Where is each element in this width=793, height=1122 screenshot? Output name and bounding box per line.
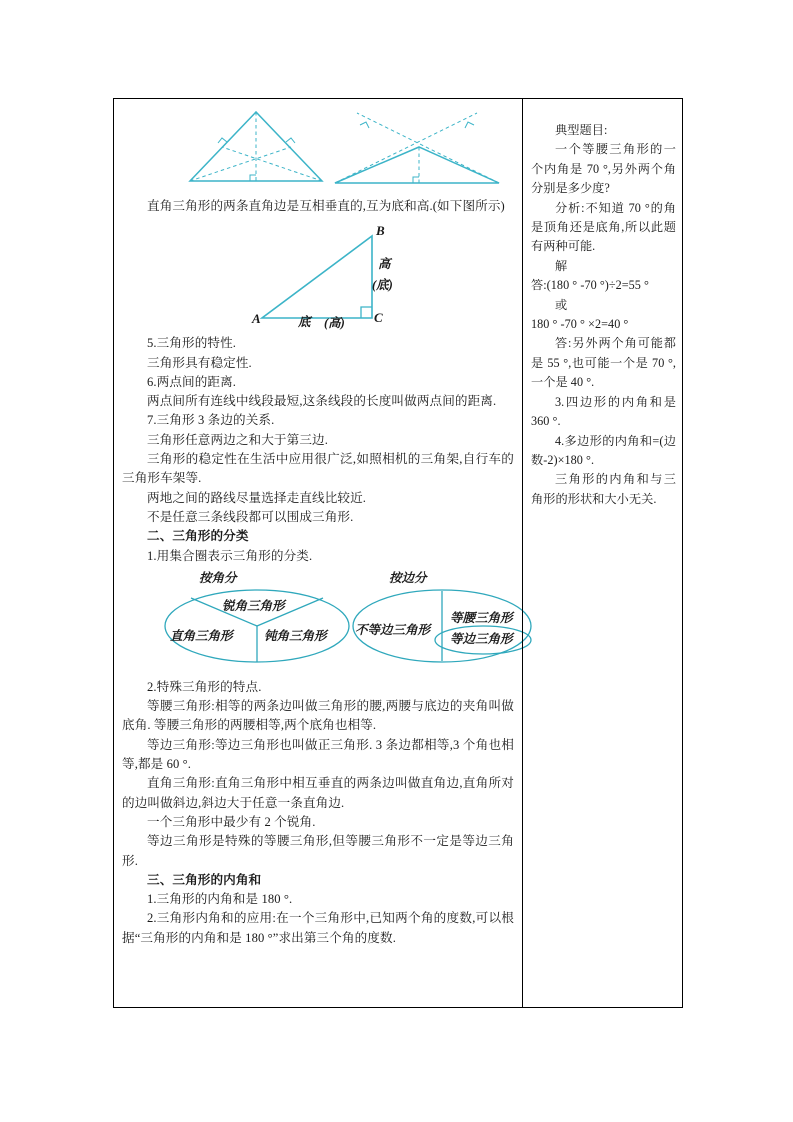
caption-right-triangle: 直角三角形的两条直角边是互相垂直的,互为底和高.(如下图所示) — [147, 199, 505, 213]
note-item-7-body: 三角形任意两边之和大于第三边. — [147, 432, 328, 447]
note-not-any-three-segments: 不是任意三条线段都可以围成三角形. — [147, 509, 354, 524]
table-cell-sidebar — [522, 98, 683, 1008]
note-item-6-body: 两点间所有连线中线段最短,这条线段的长度叫做两点间的距离. — [147, 394, 497, 409]
figure-right-triangle-abc — [122, 220, 514, 332]
label-base: 底 — [298, 315, 311, 330]
note-equilateral-is-isosceles: 等边三角形是特殊的等腰三角形,但等腰三角形不一定是等边三角形. — [122, 834, 514, 868]
content-table — [113, 98, 683, 1008]
figure-altitudes-row — [122, 107, 514, 193]
table-cell-main-notes — [113, 98, 522, 1008]
note-item-5-title: 5.三角形的特性. — [147, 336, 237, 351]
note-stability-application: 三角形的稳定性在生活中应用很广泛,如照相机的三角架,自行车的三角形车架等. — [122, 452, 514, 486]
label-vertex-a: A — [252, 311, 261, 327]
sidebar-title: 典型题目: — [555, 123, 608, 137]
venn-sector-acute: 锐角三角形 — [222, 598, 285, 613]
note-special-item: 2.特殊三角形的特点. — [147, 679, 262, 694]
note-sum-application: 2.三角形内角和的应用:在一个三角形中,已知两个角的度数,可以根据“三角形的内角和是 180 °”求出第三个角的度数. — [122, 911, 514, 945]
note-venn-item: 1.用集合圈表示三角形的分类. — [147, 548, 313, 563]
note-shortest-route: 两地之间的路线尽量选择走直线比较近. — [147, 490, 367, 505]
sidebar-analysis: 分析:不知道 70 °的角是顶角还是底角,所以此题有两种可能. — [531, 200, 676, 254]
label-vertex-b: B — [376, 223, 385, 239]
heading-classification: 二、三角形的分类 — [147, 529, 249, 544]
sidebar-note-independence: 三角形的内角和与三角形的形状和大小无关. — [531, 472, 676, 506]
note-isosceles: 等腰三角形:相等的两条边叫做三角形的腰,两腰与底边的夹角叫做底角. 等腰三角形的两腰相等,两个底角也相等. — [122, 699, 514, 733]
venn-sector-right: 直角三角形 — [170, 628, 233, 643]
sidebar-or-label: 或 — [555, 297, 568, 312]
label-vertex-c: C — [374, 310, 383, 326]
note-item-7-title: 7.三角形 3 条边的关系. — [147, 413, 275, 428]
label-height-alt: (底) — [372, 278, 393, 293]
figure-classification-venn — [122, 568, 514, 676]
label-height: 高 — [378, 257, 391, 272]
sidebar-answer-line-3: 答:另外两个角可能都是 55 °,也可能一个是 70 °,一个是 40 °. — [531, 336, 676, 390]
venn-title-by-angle: 按角分 — [199, 570, 237, 585]
sidebar-answer-line-1: 答:(180 ° -70 °)÷2=55 ° — [531, 278, 649, 293]
note-sum-180: 1.三角形的内角和是 180 °. — [147, 892, 293, 907]
sidebar-answer-line-2: 180 ° -70 ° ×2=40 ° — [531, 317, 629, 332]
sidebar-question: 一个等腰三角形的一个内角是 70 °,另外两个角分别是多少度? — [531, 142, 676, 196]
sidebar-solution-label: 解 — [555, 258, 568, 273]
note-min-acute-angles: 一个三角形中最少有 2 个锐角. — [147, 814, 316, 829]
venn-sector-isosceles: 等腰三角形 — [450, 610, 513, 625]
heading-interior-angle-sum: 三、三角形的内角和 — [147, 872, 262, 887]
note-item-6-title: 6.两点间的距离. — [147, 374, 237, 389]
label-base-alt: (高) — [324, 316, 345, 331]
venn-sector-obtuse: 钝角三角形 — [264, 628, 327, 643]
note-right-triangle: 直角三角形:直角三角形中相互垂直的两条边叫做直角边,直角所对的边叫做斜边,斜边大于任意一条直角边. — [122, 776, 514, 810]
figure-acute-triangle-altitudes — [184, 107, 329, 191]
venn-sector-scalene: 不等边三角形 — [355, 622, 431, 637]
sidebar-item-quadrilateral-sum: 3.四边形的内角和是 360 °. — [531, 394, 676, 429]
figure-obtuse-triangle-altitudes — [327, 107, 507, 191]
venn-sector-equilateral: 等边三角形 — [450, 631, 513, 646]
sidebar-item-polygon-sum: 4.多边形的内角和=(边数-2)×180 °. — [531, 433, 676, 467]
note-equilateral: 等边三角形:等边三角形也叫做正三角形. 3 条边都相等,3 个角也相等,都是 60 °. — [122, 737, 514, 772]
venn-title-by-side: 按边分 — [389, 570, 427, 585]
note-item-5-body: 三角形具有稳定性. — [147, 355, 252, 370]
